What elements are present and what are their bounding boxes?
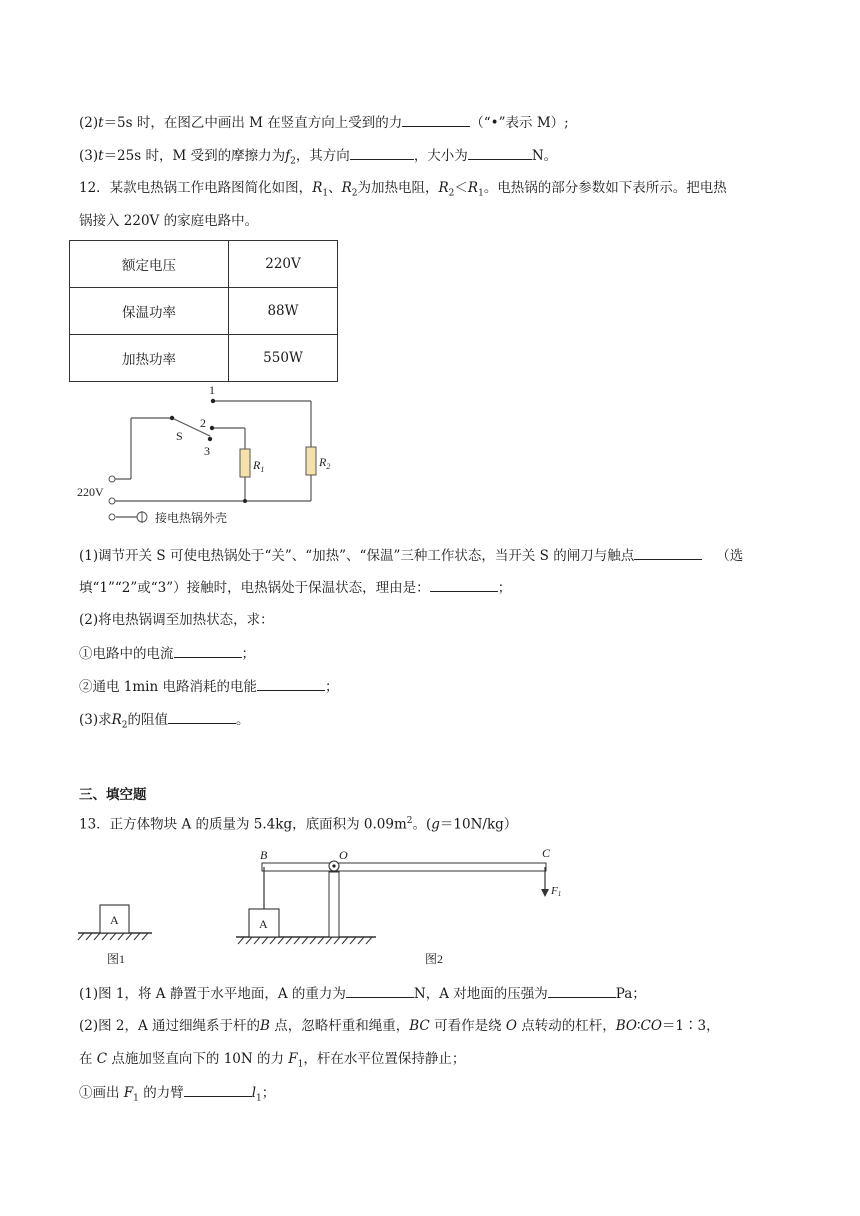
q13-p3-F: F xyxy=(123,1085,134,1101)
q12-p1-c: 填“1”“2”或“3”）接触时，电热锅处于保温状态，理由是： xyxy=(79,580,430,596)
q12-r2-sub: 2 xyxy=(351,188,358,199)
fig2-ground xyxy=(236,937,376,944)
contact-1-label: 1 xyxy=(209,383,215,397)
q11-p3-f: f xyxy=(285,148,291,164)
voltage-label: 220V xyxy=(77,485,104,499)
q12-r2b: R xyxy=(438,180,449,196)
q12-intro-b: 为加热电阻， xyxy=(357,180,439,196)
contact-2-label: 2 xyxy=(200,416,206,430)
q13-p1-c: Pa； xyxy=(615,986,646,1002)
fig2-label-B: B xyxy=(260,848,268,862)
q13-lever-arm-blank[interactable] xyxy=(184,1082,252,1097)
q13-intro-a: 13．正方体物块 A 的质量为 5.4kg，底面积为 0.09m xyxy=(79,816,407,833)
q11-p3-t: t xyxy=(98,148,104,164)
q13-p2-b: 点，忽略杆重和绳重， xyxy=(269,1018,410,1034)
switch-label: S xyxy=(176,429,183,443)
q13-p3-b: 的力臂 xyxy=(138,1085,184,1101)
q11-p2-num: (2) xyxy=(79,115,99,131)
q12-p3-c: 。 xyxy=(236,712,250,728)
table-cell-value: 550W xyxy=(229,335,338,382)
q13-intro-b: 。( xyxy=(412,816,432,833)
q13-p2-CO: CO xyxy=(640,1018,662,1034)
q12-p2-1: ①电路中的电流 xyxy=(79,646,174,662)
section-heading: 三、填空题 xyxy=(79,787,147,803)
q12-r2: R xyxy=(341,180,352,196)
q12-p2-2e: ； xyxy=(325,679,339,695)
q11-p2-text: ＝5s 时，在图乙中画出 M 在竖直方向上受到的力 xyxy=(103,115,403,131)
q13-part1 xyxy=(79,983,646,1004)
q12-sep: 、 xyxy=(328,180,342,196)
q12-p3-r: R xyxy=(111,712,122,728)
fig2-lever xyxy=(262,863,546,871)
q13-p3-l: l xyxy=(251,1085,257,1101)
q12-r1b-sub: 1 xyxy=(478,188,484,199)
table-cell-key: 加热功率 xyxy=(70,335,229,382)
q13-weight-blank[interactable] xyxy=(346,983,414,998)
q13-p3-c: ； xyxy=(261,1085,276,1101)
fig2-label-F1: F1 xyxy=(551,885,562,898)
q12-p3-rsub: 2 xyxy=(121,720,128,731)
q13-intro-sup: 2 xyxy=(406,816,413,826)
q13-part2-line2 xyxy=(79,1049,465,1075)
r1-label: $R_1$ xyxy=(253,458,265,474)
fig2-caption: 图2 xyxy=(425,952,444,966)
q13-part2-sub1 xyxy=(79,1082,275,1109)
q12-intro-c: 。电热锅的部分参数如下表所示。把电热 xyxy=(483,180,727,196)
q12-p1-d: ； xyxy=(497,580,512,596)
q13-p2-i: ，杆在水平位置保持静止； xyxy=(303,1051,466,1067)
table-cell-value: 220V xyxy=(229,241,338,288)
q13-p2-F: F xyxy=(288,1051,298,1067)
q12-r1: R xyxy=(312,180,323,196)
q11-p3-dir: ，其方向 xyxy=(295,148,350,164)
ground-label: 接电热锅外壳 xyxy=(155,511,228,525)
q13-p3-a: ①画出 xyxy=(79,1085,124,1101)
q11-p2-t: t xyxy=(98,115,104,131)
q13-intro-c: ＝10N/kg） xyxy=(439,816,518,833)
q13-p2-BC: BC xyxy=(409,1018,430,1034)
q13-p2-C: C xyxy=(96,1051,108,1067)
fig2-label-C: C xyxy=(542,846,551,860)
fig2-block-label: A xyxy=(259,917,268,931)
q13-p2-Fsub: 1 xyxy=(297,1059,304,1070)
q12-lt: ＜ xyxy=(454,180,468,196)
table-cell-key: 保温功率 xyxy=(70,288,229,335)
q13-p2-BO: BO xyxy=(615,1018,637,1034)
q11-p3-unit: N。 xyxy=(531,148,558,164)
q12-p3-a: (3)求 xyxy=(79,712,112,728)
q13-intro-g: g xyxy=(431,816,440,833)
q12-p2-1e: ； xyxy=(241,646,255,662)
q11-p3-size: ，大小为 xyxy=(413,148,468,164)
q13-p2-f: ＝1∶3， xyxy=(661,1018,720,1034)
q11-p3-fsub: 2 xyxy=(290,156,296,167)
fig1-block-label: A xyxy=(110,913,119,927)
q13-p1-a: (1)图 1，将 A 静置于水平地面，A 的重力为 xyxy=(79,986,346,1002)
table-cell-key: 额定电压 xyxy=(70,241,229,288)
q12-p1-a: (1)调节开关 S 可使电热锅处于“关”、“加热”、“保温”三种工作状态，当开关 S 的闸刀与触点 xyxy=(79,548,635,564)
q13-p2-e: ∶ xyxy=(637,1018,641,1034)
q12-intro-d: 锅接入 220V 的家庭电路中。 xyxy=(79,213,259,229)
q13-part2-line1 xyxy=(79,1016,720,1036)
q12-r1-sub: 1 xyxy=(322,188,329,199)
fig1-caption: 图1 xyxy=(107,952,126,966)
q12-r2b-sub: 2 xyxy=(448,188,455,199)
contact-3-label: 3 xyxy=(204,444,210,458)
q12-intro-a: 12．某款电热锅工作电路图简化如图， xyxy=(79,180,313,196)
q12-p2-2: ②通电 1min 电路消耗的电能 xyxy=(79,679,257,695)
q13-p2-O: O xyxy=(505,1018,517,1034)
q12-p3-b: 的阻值 xyxy=(127,712,169,728)
q13-p2-g: 在 xyxy=(79,1051,97,1067)
q13-p2-d: 点转动的杠杆， xyxy=(516,1018,616,1034)
q13-p3-Fsub: 1 xyxy=(133,1093,139,1104)
fig2-label-O: O xyxy=(339,848,348,862)
q12-r1b: R xyxy=(467,180,479,196)
q11-p3-text: ＝25s 时，M 受到的摩擦力为 xyxy=(103,148,286,164)
q11-p3-num: (3) xyxy=(79,148,99,164)
fig1-ground xyxy=(78,933,152,940)
q13-p2-h: 点施加竖直向下的 10N 的力 xyxy=(107,1051,289,1067)
table-cell-value: 88W xyxy=(229,288,338,335)
q13-p2-c: 可看作是绕 xyxy=(429,1018,506,1034)
q12-p2: (2)将电热锅调至加热状态，求： xyxy=(79,612,274,628)
r2-label: $R_2$ xyxy=(319,455,331,471)
q13-p1-b: N，A 对地面的压强为 xyxy=(413,986,548,1002)
q13-p2-a: (2)图 2，A 通过细绳系于杆的 xyxy=(79,1018,261,1034)
q12-p1-b: （选 xyxy=(716,548,744,564)
q13-pressure-blank[interactable] xyxy=(548,983,616,998)
q13-p2-B: B xyxy=(260,1018,270,1034)
q13-p3-lsub: 1 xyxy=(256,1093,262,1104)
q11-p2-note: （“•”表示 M）; xyxy=(470,115,569,131)
